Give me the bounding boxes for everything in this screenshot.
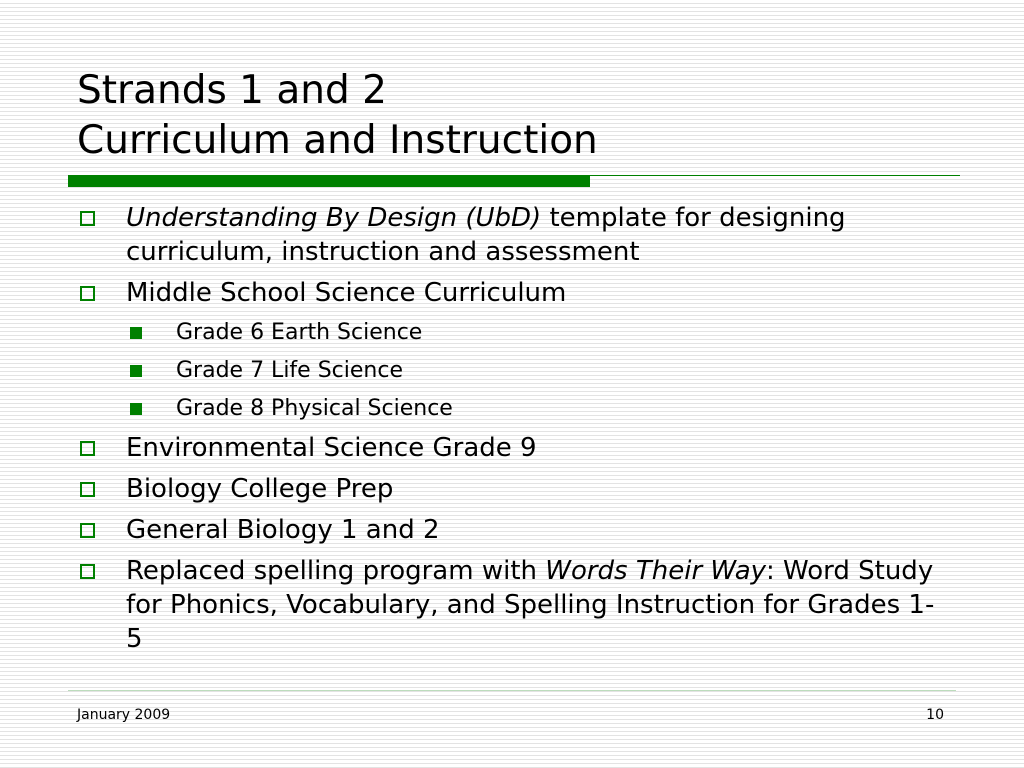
hollow-square-bullet-icon — [80, 286, 95, 301]
slide-title — [77, 66, 977, 166]
page-number: 10 — [926, 707, 944, 723]
filled-square-bullet-icon — [130, 365, 142, 377]
bullet-item-biology-prep — [0, 472, 1024, 506]
filled-square-bullet-icon — [130, 403, 142, 415]
sub-bullet-grade-7-text: Grade 7 Life Science — [176, 358, 403, 383]
sub-bullet-item-grade-8 — [0, 394, 1024, 424]
bullet-item-spelling — [0, 554, 1024, 656]
hollow-square-bullet-icon — [80, 523, 95, 538]
bullet-general-biology-text: General Biology 1 and 2 — [126, 515, 440, 545]
bullet-item-general-biology — [0, 513, 1024, 547]
hollow-square-bullet-icon — [80, 211, 95, 226]
hollow-square-bullet-icon — [80, 564, 95, 579]
title-underline-thin — [590, 175, 960, 176]
sub-bullet-item-grade-6 — [0, 318, 1024, 348]
title-underline-thick — [68, 175, 590, 187]
footer-date: January 2009 — [77, 707, 171, 723]
bullet-spelling-text: Replaced spelling program with — [126, 556, 546, 586]
bullet-ubd-text: template for designing curriculum, instruction and assessment — [126, 203, 846, 267]
bullet-spelling-italic: Words Their Way — [545, 556, 767, 586]
bullet-list — [0, 201, 1024, 656]
hollow-square-bullet-icon — [80, 482, 95, 497]
bullet-biology-prep-text: Biology College Prep — [126, 474, 394, 504]
bullet-item-ubd — [0, 201, 1024, 269]
bullet-middle-school-text: Middle School Science Curriculum — [126, 278, 567, 308]
sub-bullet-item-grade-7 — [0, 356, 1024, 386]
filled-square-bullet-icon — [130, 327, 142, 339]
sub-bullet-grade-6-text: Grade 6 Earth Science — [176, 320, 423, 345]
bullet-ubd-italic: Understanding By Design (UbD) — [126, 203, 542, 233]
bullet-item-middle-school — [0, 276, 1024, 310]
bullet-environmental-text: Environmental Science Grade 9 — [126, 433, 537, 463]
sub-bullet-grade-8-text: Grade 8 Physical Science — [176, 396, 453, 421]
footer-divider — [68, 690, 956, 691]
hollow-square-bullet-icon — [80, 441, 95, 456]
bullet-item-environmental — [0, 431, 1024, 465]
slide-title-line-1: Strands 1 and 2 — [77, 68, 387, 113]
slide-title-line-2: Curriculum and Instruction — [77, 118, 598, 163]
bullet-spelling-text-after: : Word Study for Phonics, Vocabulary, and Spelling Instruction for Grades 1-5 — [126, 556, 935, 654]
